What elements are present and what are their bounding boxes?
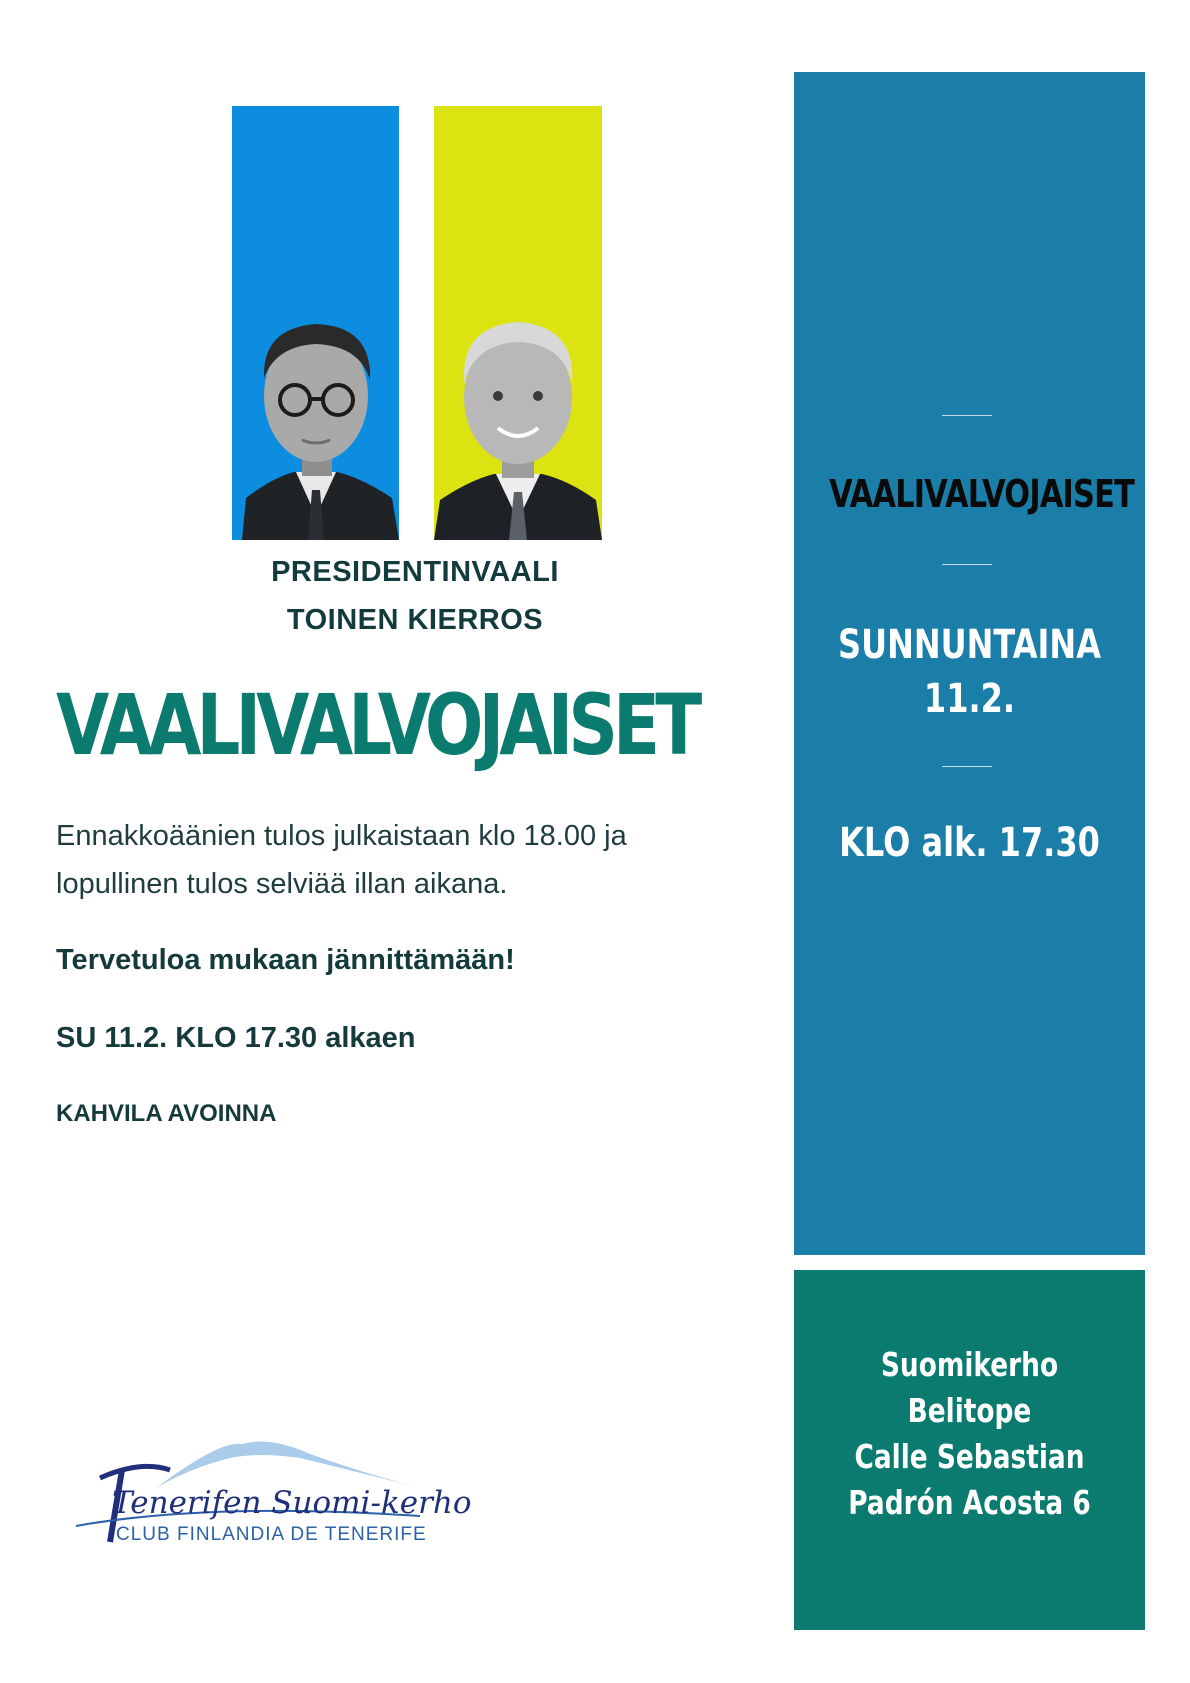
welcome-text: Tervetuloa mukaan jännittämään! — [56, 944, 515, 976]
divider — [942, 415, 992, 416]
panel-title: VAALIVALVOJAISET — [829, 472, 1135, 516]
election-subtitle-line2: TOINEN KIERROS — [286, 604, 544, 636]
location-line3: Calle Sebastian — [854, 1437, 1085, 1476]
results-info-line1: Ennakkoäänien tulos julkaistaan klo 18.00 ja — [56, 820, 627, 852]
portrait-icon — [434, 106, 602, 540]
event-date-line: SU 11.2. KLO 17.30 alkaen — [56, 1022, 416, 1054]
location-line2: Belitope — [907, 1391, 1032, 1430]
candidate-portrait-yellow — [434, 106, 602, 540]
cafe-open-text: KAHVILA AVOINNA — [56, 1100, 277, 1127]
portrait-icon — [232, 106, 399, 540]
panel-time: KLO alk. 17.30 — [839, 820, 1100, 866]
logo-club-subtitle: CLUB FINLANDIA DE TENERIFE — [116, 1524, 427, 1545]
event-info-panel — [794, 72, 1145, 1255]
location-line4: Padrón Acosta 6 — [848, 1483, 1091, 1522]
location-line1: Suomikerho — [880, 1345, 1059, 1384]
candidate-portrait-blue — [232, 106, 399, 540]
logo-club-name: Tenerifen Suomi-kerho — [112, 1485, 472, 1521]
location-panel — [794, 1270, 1145, 1630]
panel-date: 11.2. — [923, 676, 1016, 722]
main-title: VAALIVALVOJAISET — [56, 676, 698, 774]
election-subtitle-line1: PRESIDENTINVAALI — [271, 556, 559, 588]
divider — [942, 564, 992, 565]
divider — [942, 766, 992, 767]
panel-day: SUNNUNTAINA — [838, 622, 1101, 668]
results-info-text — [56, 812, 736, 908]
results-info-line2: lopullinen tulos selviää illan aikana. — [56, 868, 508, 900]
